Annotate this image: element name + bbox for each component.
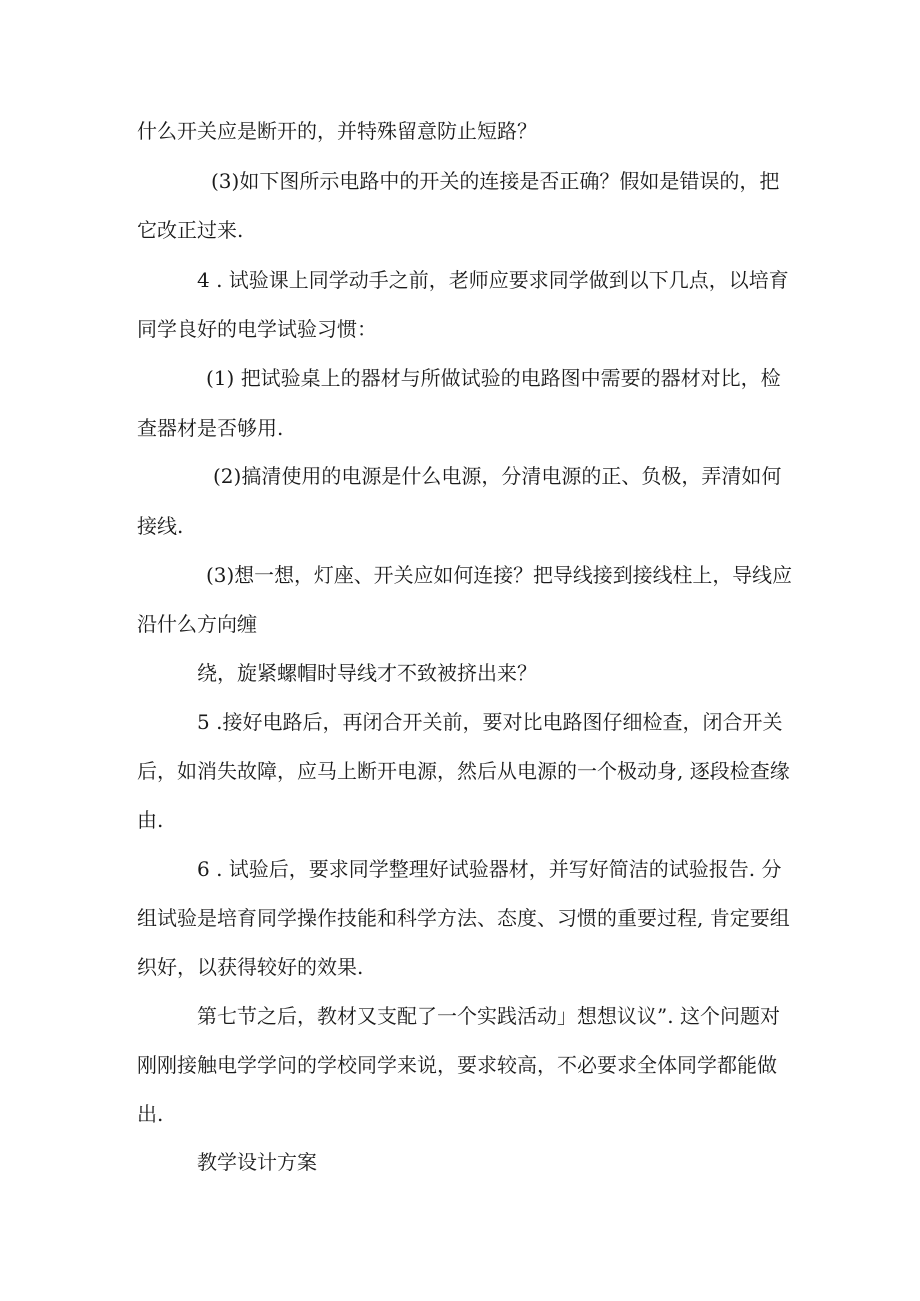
text-line: (1) 把试验桌上的器材与所做试验的电路图中需要的器材对比，检: [206, 366, 781, 390]
text-line: 织好，以获得较好的效果.: [137, 955, 364, 979]
text-line: 4 . 试验课上同学动手之前，老师应要求同学做到以下几点，以培育: [197, 268, 789, 292]
text-line: (3)想一想，灯座、开关应如何连接？把导线接到接线柱上，导线应: [206, 564, 793, 587]
text-line: 后，如消失故障，应马上断开电源，然后从电源的一个极动身, 逐段检查缘: [137, 759, 790, 783]
text-line: 同学良好的电学试验习惯：: [137, 317, 377, 341]
text-line: (2)搞清使用的电源是什么电源，分清电源的正、负极，弄清如何: [213, 464, 782, 488]
text-line: 由.: [137, 808, 164, 832]
text-line: 沿什么方向缠: [137, 612, 257, 636]
section-heading: 教学设计方案: [197, 1150, 317, 1174]
text-line: 什么开关应是断开的，并特殊留意防止短路？: [137, 119, 537, 143]
text-line: 接线.: [137, 514, 184, 538]
text-line: 出.: [137, 1102, 164, 1126]
text-line: 组试验是培育同学操作技能和科学方法、态度、习惯的重要过程, 肯定要组: [137, 906, 790, 930]
text-line: 查器材是否够用.: [137, 416, 284, 440]
text-line: 5 .接好电路后，再闭合开关前，要对比电路图仔细检查，闭合开关: [197, 710, 783, 734]
text-line: (3)如下图所示电路中的开关的连接是否正确？假如是错误的，把: [211, 169, 780, 193]
text-line: 它改正过来.: [137, 218, 244, 242]
text-line: 第七节之后，教材又支配了一个实践活动」想想议议”. 这个问题对: [197, 1004, 780, 1028]
text-line: 刚刚接触电学学问的学校同学来说，要求较高，不必要求全体同学都能做: [137, 1053, 777, 1077]
text-line: 6 . 试验后，要求同学整理好试验器材，并写好简洁的试验报告. 分: [197, 857, 782, 881]
text-line: 绕，旋紧螺帽时导线才不致被挤出来？: [197, 661, 537, 685]
